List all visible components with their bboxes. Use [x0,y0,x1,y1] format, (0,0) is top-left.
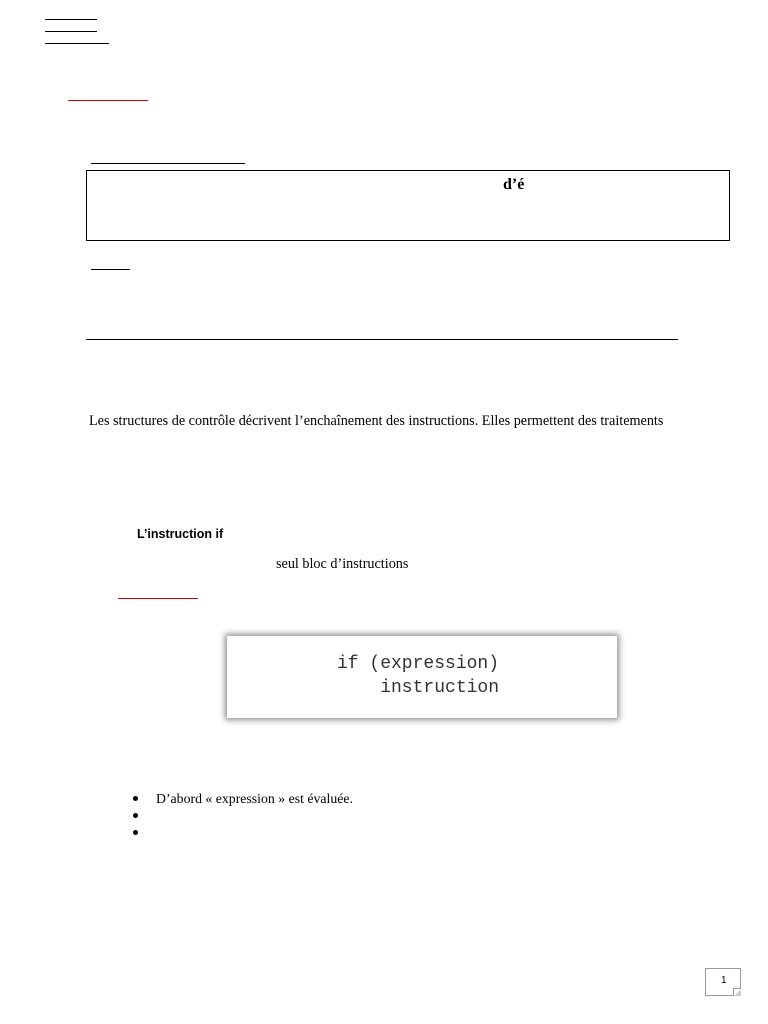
if-instruction-heading: L’instruction if [137,527,224,541]
title-underline-3 [45,43,109,44]
page-number-badge [705,968,741,996]
intro-paragraph: Les structures de contrôle décrivent l’enchaînement des instructions. Elles permettent des traitements [89,413,664,429]
page-fold-icon [733,988,741,996]
code-line-2: instruction [337,678,500,698]
bullet-icon [133,813,138,818]
short-underline [91,269,130,270]
code-line-1: if (expression) [337,654,500,674]
syntax-red-underline [118,598,198,599]
list-item-text: D’abord « expression » est évaluée. [156,791,353,806]
long-underline [86,339,678,340]
page-number: 1 [721,975,727,986]
code-example-box [227,636,617,718]
title-underline-2 [45,31,97,32]
section-heading-underline [91,163,245,164]
header-box-fragment: d’é [503,176,525,193]
bullet-icon [133,796,138,801]
header-box [86,170,730,241]
title-underline-1 [45,19,97,20]
bullet-icon [133,830,138,835]
if-instruction-subline: seul bloc d’instructions [276,556,409,572]
red-heading-underline [68,100,148,101]
